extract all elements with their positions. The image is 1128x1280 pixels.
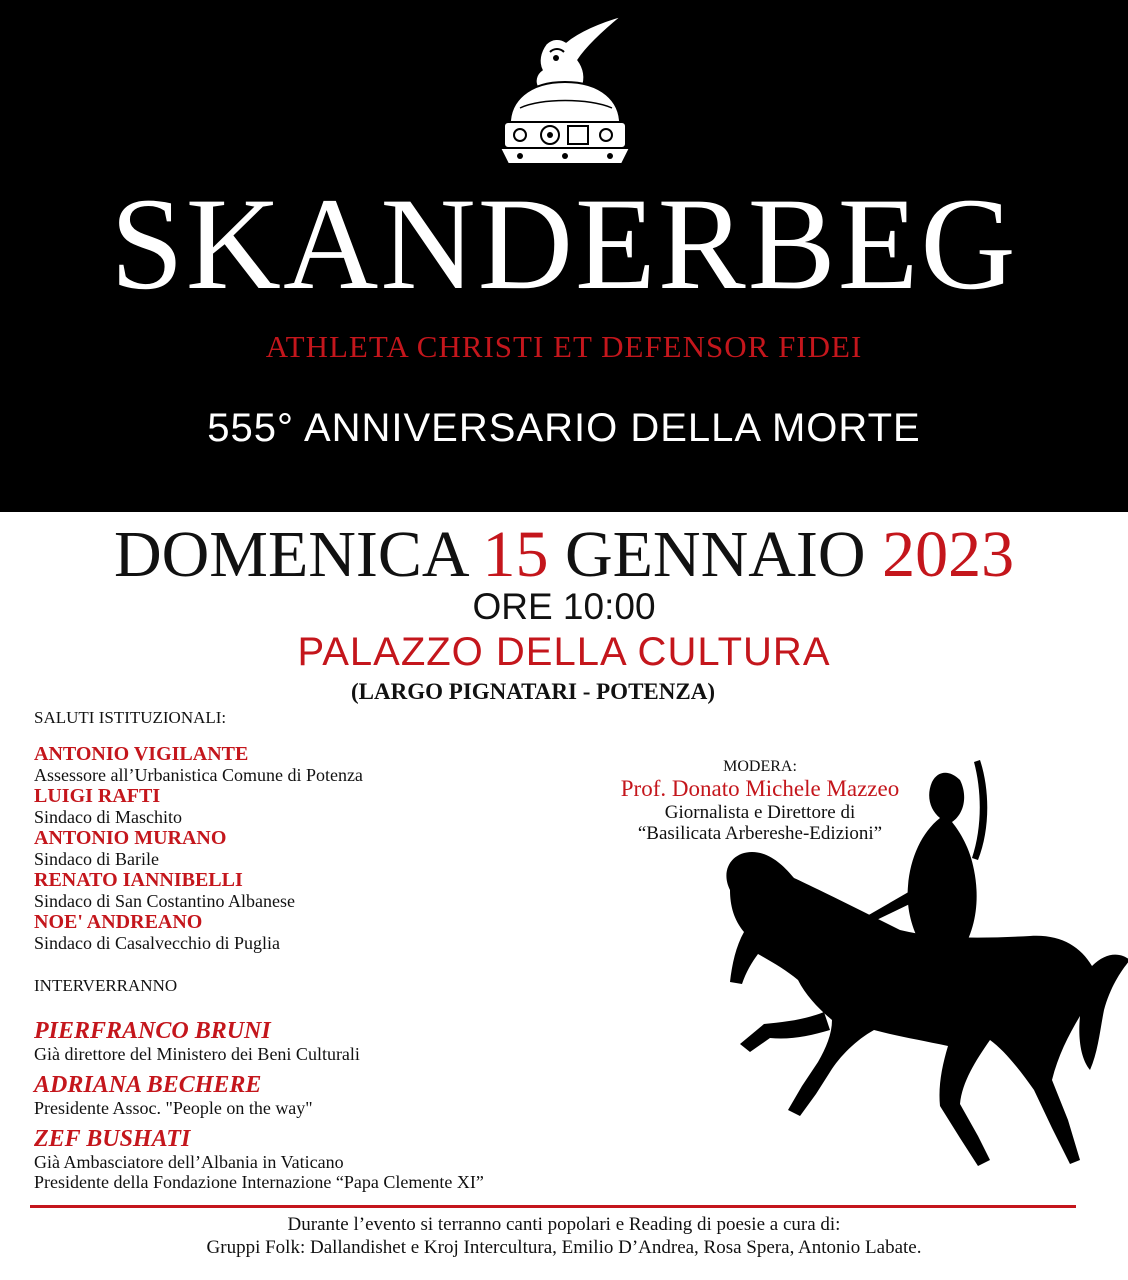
moderator-label: MODERA: (723, 758, 797, 775)
skanderbeg-helmet-icon (490, 8, 640, 178)
footer-line: Durante l’evento si terranno canti popolari e Reading di poesie a cura di: (287, 1214, 841, 1235)
event-weekday: DOMENICA (113, 518, 466, 591)
speaker-role: Presidente Assoc. "People on the way" (34, 1098, 313, 1118)
event-address: (LARGO PIGNATARI - POTENZA) (351, 679, 715, 704)
footer-divider (30, 1205, 1076, 1208)
speaker-role-secondary: Presidente della Fondazione Internazione “Papa Clemente XI” (34, 1172, 484, 1192)
person-name: ANTONIO MURANO (34, 827, 227, 849)
speakers-label: INTERVERRANNO (34, 976, 178, 995)
moderator-name: Prof. Donato Michele Mazzeo (620, 776, 900, 801)
moderator-role-secondary: “Basilicata Arbereshe-Edizioni” (637, 823, 883, 844)
moderator-role: Giornalista e Direttore di (664, 802, 856, 823)
list-item (34, 870, 554, 912)
event-year: 2023 (882, 518, 1015, 591)
list-item (34, 1126, 674, 1192)
footer-note (0, 1213, 1128, 1259)
list-item (34, 1072, 674, 1118)
person-name: NOE' ANDREANO (34, 911, 203, 933)
moderator-block (540, 758, 980, 844)
speaker-role: Già Ambasciatore dell’Albania in Vaticano (34, 1152, 344, 1172)
speakers-list (34, 1012, 674, 1192)
person-role: Sindaco di San Costantino Albanese (34, 891, 295, 911)
list-item (34, 744, 554, 786)
motto: ATHLETA CHRISTI ET DEFENSOR FIDEI (265, 329, 863, 364)
speaker-name: ADRIANA BECHERE (34, 1072, 262, 1098)
list-item (34, 912, 554, 954)
event-day: 15 (482, 518, 549, 591)
person-role: Assessore all’Urbanistica Comune di Potenza (34, 765, 363, 785)
speaker-name: ZEF BUSHATI (34, 1126, 191, 1152)
main-title: SKANDERBEG (110, 170, 1018, 317)
event-date (0, 518, 1128, 592)
footer-line: Gruppi Folk: Dallandishet e Kroj Intercultura, Emilio D’Andrea, Rosa Spera, Antonio Labate. (206, 1237, 922, 1258)
person-role: Sindaco di Casalvecchio di Puglia (34, 933, 280, 953)
person-role: Sindaco di Maschito (34, 807, 182, 827)
header-banner (0, 0, 1128, 512)
event-time: ORE 10:00 (472, 586, 656, 627)
event-month: GENNAIO (564, 518, 866, 591)
list-item (34, 1018, 674, 1064)
person-name: LUIGI RAFTI (34, 785, 161, 807)
person-role: Sindaco di Barile (34, 849, 159, 869)
list-item (34, 828, 554, 870)
anniversary-title: 555° ANNIVERSARIO DELLA MORTE (207, 406, 921, 450)
person-name: RENATO IANNIBELLI (34, 869, 243, 891)
event-venue: PALAZZO DELLA CULTURA (297, 630, 831, 674)
person-name: ANTONIO VIGILANTE (34, 743, 249, 765)
list-item (34, 786, 554, 828)
greetings-label: SALUTI ISTITUZIONALI: (34, 708, 227, 727)
speaker-name: PIERFRANCO BRUNI (34, 1018, 271, 1044)
speaker-role: Già direttore del Ministero dei Beni Culturali (34, 1044, 360, 1064)
greetings-list (34, 744, 554, 954)
